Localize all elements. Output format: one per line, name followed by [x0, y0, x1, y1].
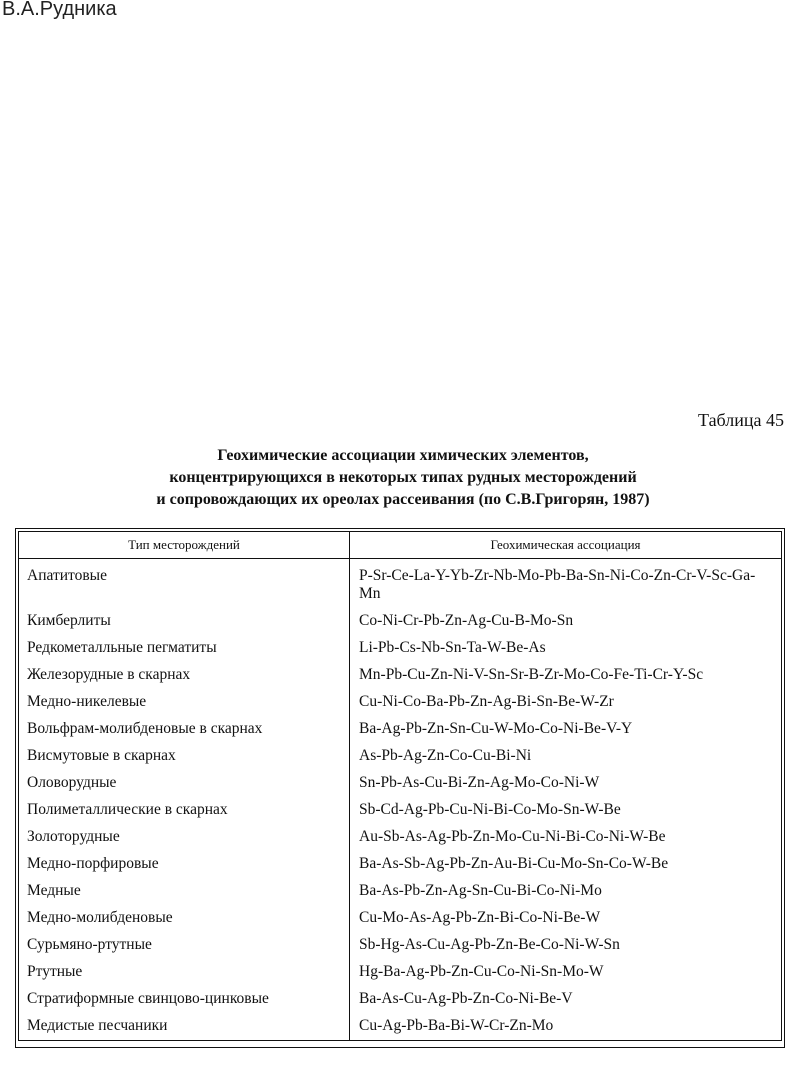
association-cell: Mn-Pb-Cu-Zn-Ni-V-Sn-Sr-B-Zr-Mo-Co-Fe-Ti-Cr-Y-Sc	[350, 662, 782, 689]
association-cell: Cu-Ag-Pb-Ba-Bi-W-Cr-Zn-Mo	[350, 1013, 782, 1041]
association-cell: Ba-As-Sb-Ag-Pb-Zn-Au-Bi-Cu-Mo-Sn-Co-W-Be	[350, 851, 782, 878]
deposit-type-cell: Апатитовые	[19, 559, 350, 609]
deposit-type-cell: Железорудные в скарнах	[19, 662, 350, 689]
table-row	[19, 932, 782, 959]
deposit-type-cell: Золоторудные	[19, 824, 350, 851]
deposit-type-cell: Ртутные	[19, 959, 350, 986]
association-cell: Ba-As-Pb-Zn-Ag-Sn-Cu-Bi-Co-Ni-Mo	[350, 878, 782, 905]
table-row	[19, 905, 782, 932]
table-row	[19, 689, 782, 716]
table-row	[19, 878, 782, 905]
associations-table	[18, 531, 782, 1041]
association-cell: Co-Ni-Cr-Pb-Zn-Ag-Cu-B-Mo-Sn	[350, 608, 782, 635]
deposit-type-cell: Стратиформные свинцово-цинковые	[19, 986, 350, 1013]
association-cell: Ba-Ag-Pb-Zn-Sn-Cu-W-Mo-Co-Ni-Be-V-Y	[350, 716, 782, 743]
deposit-type-cell: Редкометалльные пегматиты	[19, 635, 350, 662]
table-body	[19, 559, 782, 1041]
association-cell: Sn-Pb-As-Cu-Bi-Zn-Ag-Mo-Co-Ni-W	[350, 770, 782, 797]
deposit-type-cell: Кимберлиты	[19, 608, 350, 635]
table-row	[19, 824, 782, 851]
deposit-type-cell: Медно-порфировые	[19, 851, 350, 878]
deposit-type-cell: Висмутовые в скарнах	[19, 743, 350, 770]
table-header-row	[19, 532, 782, 559]
table-row	[19, 662, 782, 689]
deposit-type-cell: Медистые песчаники	[19, 1013, 350, 1041]
table-row	[19, 1013, 782, 1041]
deposit-type-cell: Полиметаллические в скарнах	[19, 797, 350, 824]
association-cell: As-Pb-Ag-Zn-Co-Cu-Bi-Ni	[350, 743, 782, 770]
column-header-association: Геохимическая ассоциация	[350, 532, 782, 559]
deposit-type-cell: Медно-молибденовые	[19, 905, 350, 932]
table-row	[19, 959, 782, 986]
table-row	[19, 770, 782, 797]
table-row	[19, 635, 782, 662]
association-cell: Sb-Cd-Ag-Pb-Cu-Ni-Bi-Co-Mo-Sn-W-Be	[350, 797, 782, 824]
table-row	[19, 851, 782, 878]
association-cell: P-Sr-Ce-La-Y-Yb-Zr-Nb-Mo-Pb-Ba-Sn-Ni-Co-Zn-Cr-V-Sc-Ga-Mn	[350, 559, 782, 609]
caption-line: Геохимические ассоциации химических элементов,	[217, 447, 589, 464]
caption-line: концентрирующихся в некоторых типах рудных месторождений	[169, 469, 637, 486]
table-row	[19, 986, 782, 1013]
table-row	[19, 797, 782, 824]
table-frame	[15, 528, 785, 1048]
deposit-type-cell: Медно-никелевые	[19, 689, 350, 716]
deposit-type-cell: Оловорудные	[19, 770, 350, 797]
association-cell: Cu-Ni-Co-Ba-Pb-Zn-Ag-Bi-Sn-Be-W-Zr	[350, 689, 782, 716]
caption-line: и сопровождающих их ореолах рассеивания (по С.В.Григорян, 1987)	[156, 491, 650, 508]
deposit-type-cell: Сурьмяно-ртутные	[19, 932, 350, 959]
deposit-type-cell: Вольфрам-молибденовые в скарнах	[19, 716, 350, 743]
table-row	[19, 716, 782, 743]
table-row	[19, 608, 782, 635]
table-caption	[0, 445, 806, 511]
deposit-type-cell: Медные	[19, 878, 350, 905]
association-cell: Li-Pb-Cs-Nb-Sn-Ta-W-Be-As	[350, 635, 782, 662]
association-cell: Au-Sb-As-Ag-Pb-Zn-Mo-Cu-Ni-Bi-Co-Ni-W-Be	[350, 824, 782, 851]
association-cell: Ba-As-Cu-Ag-Pb-Zn-Co-Ni-Be-V	[350, 986, 782, 1013]
table-row	[19, 743, 782, 770]
association-cell: Sb-Hg-As-Cu-Ag-Pb-Zn-Be-Co-Ni-W-Sn	[350, 932, 782, 959]
running-header-author: В.А.Рудника	[2, 0, 117, 20]
column-header-deposit-type: Тип месторождений	[19, 532, 350, 559]
table-number: Таблица 45	[698, 410, 784, 430]
association-cell: Hg-Ba-Ag-Pb-Zn-Cu-Co-Ni-Sn-Mo-W	[350, 959, 782, 986]
table-row	[19, 559, 782, 609]
association-cell: Cu-Mo-As-Ag-Pb-Zn-Bi-Co-Ni-Be-W	[350, 905, 782, 932]
